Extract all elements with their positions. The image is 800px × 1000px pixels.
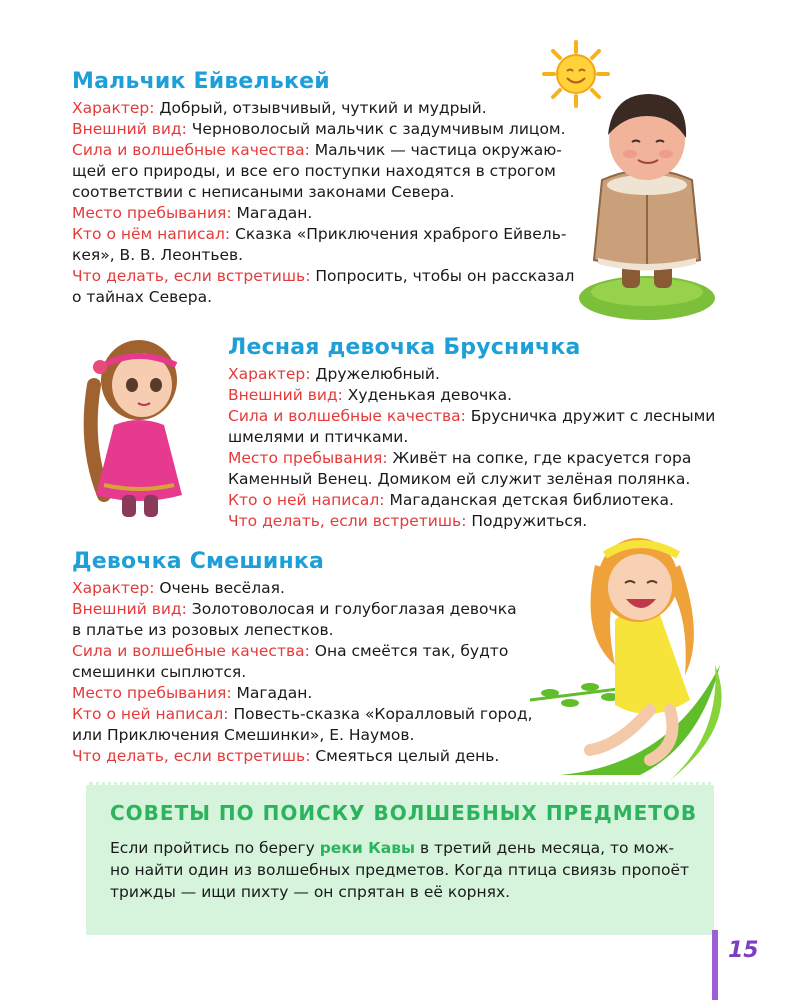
section-title: Девочка Смешинка <box>72 549 325 574</box>
info-text: Повесть-сказка «Коралловый город, <box>233 705 533 723</box>
tips-title: СОВЕТЫ ПО ПОИСКУ ВОЛШЕБНЫХ ПРЕДМЕТОВ <box>110 801 698 825</box>
info-line <box>228 427 708 448</box>
info-text: шмелями и птичками. <box>228 428 409 446</box>
info-text: Подружиться. <box>471 512 588 530</box>
info-line <box>228 406 716 427</box>
info-text: Каменный Венец. Домиком ей служит зелёная полянка. <box>228 470 691 488</box>
info-text: Худенькая девочка. <box>347 386 513 404</box>
info-line <box>72 98 572 119</box>
section-title: Лесная девочка Брусничка <box>228 335 581 360</box>
page-number: 15 <box>728 938 759 963</box>
info-text: Смеяться целый день. <box>315 747 500 765</box>
info-text: Магадан. <box>236 204 313 222</box>
info-line <box>72 203 572 224</box>
info-line <box>72 704 532 725</box>
info-line <box>72 140 572 161</box>
info-text: или Приключения Смешинки», Е. Наумов. <box>72 726 415 744</box>
info-text: Сказка «Приключения храброго Ейвель- <box>235 225 567 243</box>
info-label: Что делать, если встретишь: <box>72 747 311 765</box>
info-label: Что делать, если встретишь: <box>72 267 311 285</box>
info-line <box>72 161 572 182</box>
info-text: Черноволосый мальчик с задумчивым лицом. <box>191 120 566 138</box>
info-line <box>72 620 532 641</box>
page-accent-bar <box>712 930 718 1000</box>
info-text: кея», В. В. Леонтьев. <box>72 246 244 264</box>
section-lines <box>72 98 575 308</box>
info-label: Сила и волшебные качества: <box>72 642 310 660</box>
info-line <box>72 725 532 746</box>
info-line <box>72 287 572 308</box>
info-line <box>228 490 708 511</box>
tips-text <box>110 837 689 903</box>
info-label: Сила и волшебные качества: <box>72 141 310 159</box>
info-label: Внешний вид: <box>72 600 187 618</box>
info-line <box>72 182 572 203</box>
girl-brusnichka-illustration <box>64 325 214 525</box>
info-text: Магадан. <box>236 684 313 702</box>
tips-text-part: Если пройтись по берегу <box>110 839 320 857</box>
info-label: Что делать, если встретишь: <box>228 512 467 530</box>
info-text: Очень весёлая. <box>159 579 285 597</box>
info-text: Золотоволосая и голубоглазая девочка <box>191 600 517 618</box>
info-label: Сила и волшебные качества: <box>228 407 466 425</box>
info-line <box>72 578 532 599</box>
info-line <box>228 469 708 490</box>
info-line <box>72 683 532 704</box>
info-label: Место пребывания: <box>72 684 232 702</box>
girl-smeshinka-illustration <box>520 525 750 785</box>
section-lines <box>72 578 532 767</box>
info-text: Она смеётся так, будто <box>314 642 509 660</box>
info-line <box>228 448 708 469</box>
tips-line <box>110 837 689 859</box>
info-label: Внешний вид: <box>72 120 187 138</box>
info-label: Кто о ней написал: <box>72 705 229 723</box>
info-text: щей его природы, и все его поступки находятся в строгом <box>72 162 556 180</box>
info-label: Характер: <box>72 579 155 597</box>
info-label: Место пребывания: <box>228 449 388 467</box>
info-label: Кто о ней написал: <box>228 491 385 509</box>
info-text: Магаданская детская библиотека. <box>389 491 674 509</box>
character-section-smeshinka <box>72 548 532 767</box>
info-line <box>72 266 575 287</box>
info-line <box>72 245 572 266</box>
info-text: Добрый, отзывчивый, чуткий и мудрый. <box>159 99 487 117</box>
info-line <box>228 511 708 532</box>
section-title: Мальчик Ейвелькей <box>72 69 330 94</box>
info-line <box>72 641 532 662</box>
info-text: в платье из розовых лепестков. <box>72 621 334 639</box>
info-text: соответствии с неписаными законами Севера. <box>72 183 455 201</box>
character-section-eyvelkey <box>72 68 575 308</box>
info-text: о тайнах Севера. <box>72 288 213 306</box>
info-text: смешинки сыплются. <box>72 663 247 681</box>
tips-box <box>86 782 714 935</box>
info-label: Место пребывания: <box>72 204 232 222</box>
character-section-brusnichka <box>228 334 716 532</box>
info-line <box>72 746 532 767</box>
info-label: Характер: <box>72 99 155 117</box>
info-line <box>72 119 572 140</box>
info-text: Живёт на сопке, где красуется гора <box>392 449 692 467</box>
info-label: Характер: <box>228 365 311 383</box>
info-text: Попросить, чтобы он рассказал <box>315 267 575 285</box>
tips-line: но найти один из волшебных предметов. Когда птица свиязь пропоёт <box>110 861 690 879</box>
section-lines <box>228 364 716 532</box>
boy-in-fur-coat-illustration <box>572 80 722 325</box>
info-text: Брусничка дружит с лесными <box>470 407 716 425</box>
info-line <box>72 224 572 245</box>
info-line <box>72 662 532 683</box>
info-text: Мальчик — частица окружаю- <box>314 141 562 159</box>
info-label: Кто о нём написал: <box>72 225 231 243</box>
info-line <box>72 599 532 620</box>
tips-text-part: в третий день месяца, то мож- <box>415 839 675 857</box>
info-line <box>228 364 708 385</box>
tips-highlight: реки Кавы <box>319 839 416 857</box>
tips-line: трижды — ищи пихту — он спрятан в её корнях. <box>110 883 511 901</box>
info-text: Дружелюбный. <box>315 365 440 383</box>
info-label: Внешний вид: <box>228 386 343 404</box>
info-line <box>228 385 708 406</box>
